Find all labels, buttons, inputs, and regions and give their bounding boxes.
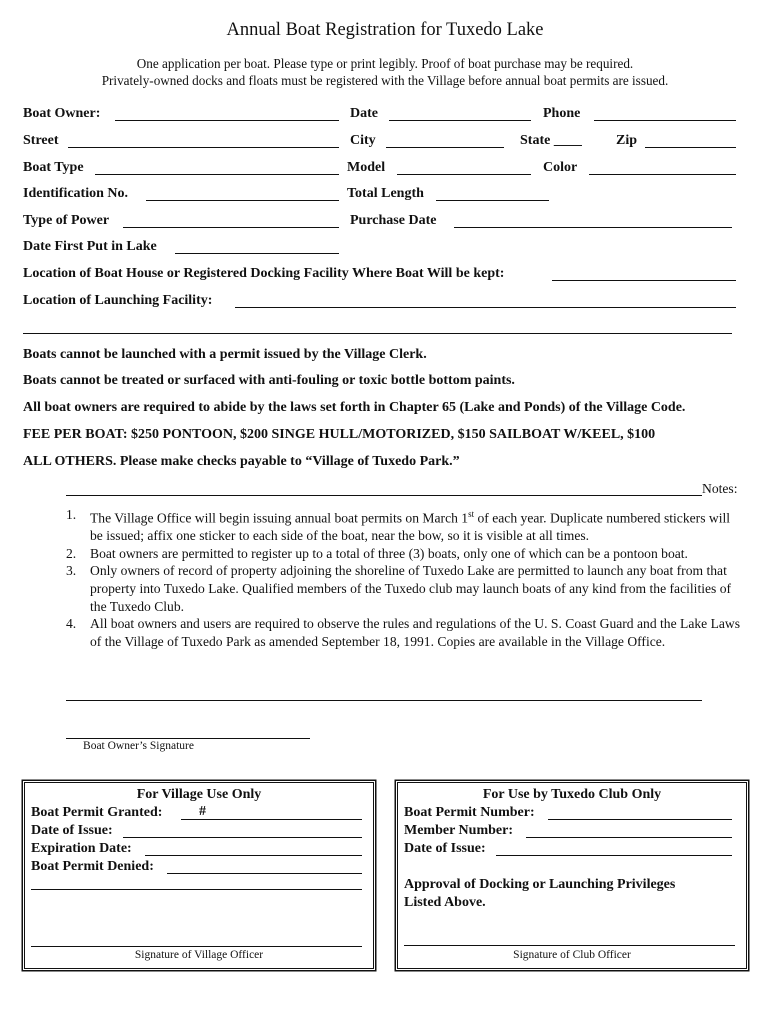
- club-box-heading: For Use by Tuxedo Club Only: [482, 787, 662, 802]
- launching-facility-field[interactable]: [235, 307, 736, 308]
- village-expiration-date-label: Expiration Date:: [31, 841, 132, 856]
- boat-type-label: Boat Type: [23, 160, 84, 175]
- village-date-of-issue-field[interactable]: [123, 837, 362, 838]
- club-use-box: [397, 782, 747, 969]
- launching-facility-label: Location of Launching Facility:: [23, 293, 213, 308]
- page-title: Annual Boat Registration for Tuxedo Lake: [226, 20, 544, 40]
- rule-launch-permit: Boats cannot be launched with a permit issued by the Village Clerk.: [23, 347, 427, 362]
- total-length-field[interactable]: [436, 200, 549, 201]
- village-permit-granted-field[interactable]: [181, 819, 362, 820]
- village-permit-granted-label: Boat Permit Granted:: [31, 805, 163, 820]
- date-label: Date: [350, 106, 378, 121]
- model-field[interactable]: [397, 174, 531, 175]
- village-permit-denied-field[interactable]: [167, 873, 362, 874]
- village-date-of-issue-label: Date of Issue:: [31, 823, 113, 838]
- model-label: Model: [347, 160, 386, 175]
- club-permit-number-field[interactable]: [548, 819, 732, 820]
- village-officer-signature-field[interactable]: [31, 946, 362, 947]
- color-label: Color: [543, 160, 578, 175]
- boat-owner-field[interactable]: [115, 120, 339, 121]
- club-approval-line-2: Listed Above.: [404, 895, 486, 910]
- note-item: 3. Only owners of record of property adjoining the shoreline of Tuxedo Lake are permitted to launch any boat from that property into Tuxedo Lake. Qualified members of the Tuxedo club may launch boats of any kind from the facilities of the Tuxedo Club.: [66, 563, 732, 614]
- date-first-put-field[interactable]: [175, 253, 339, 254]
- village-box-heading: For Village Use Only: [136, 787, 262, 802]
- club-officer-signature-field[interactable]: [404, 945, 735, 946]
- village-permit-denied-label: Boat Permit Denied:: [31, 859, 154, 874]
- village-permit-granted-mark: #: [199, 804, 206, 819]
- fee-schedule-line-2: ALL OTHERS. Please make checks payable to “Village of Tuxedo Park.”: [23, 454, 460, 469]
- village-use-box: [24, 782, 374, 969]
- intro-line-2: Privately-owned docks and floats must be registered with the Village before annual boat permits are issued.: [101, 73, 669, 88]
- notes-extra-line[interactable]: [66, 700, 702, 701]
- club-member-number-field[interactable]: [526, 837, 732, 838]
- state-label[interactable]: State ____: [520, 133, 582, 148]
- zip-field[interactable]: [645, 147, 736, 148]
- phone-field[interactable]: [594, 120, 736, 121]
- phone-label: Phone: [543, 106, 581, 121]
- notes-label: Notes:: [702, 481, 738, 496]
- village-officer-signature-caption: Signature of Village Officer: [134, 949, 264, 961]
- notes-list: [66, 506, 746, 650]
- intro-line-1: One application per boat. Please type or print legibly. Proof of boat purchase may be required.: [136, 56, 634, 71]
- color-field[interactable]: [589, 174, 736, 175]
- identification-no-field[interactable]: [146, 200, 339, 201]
- boat-house-location-field[interactable]: [552, 280, 736, 281]
- type-of-power-label: Type of Power: [23, 213, 110, 228]
- note-item: 4. All boat owners and users are required to observe the rules and regulations of the U. S. Coast Guard and the Lake Laws of the Village of Tuxedo Park as amended September 18, 1991. Copies are available in the Village Office.: [66, 616, 741, 649]
- city-label: City: [350, 133, 376, 148]
- street-field[interactable]: [68, 147, 339, 148]
- club-approval-line-1: Approval of Docking or Launching Privileges: [404, 877, 676, 892]
- fee-schedule-line-1: FEE PER BOAT: $250 PONTOON, $200 SINGE HULL/MOTORIZED, $150 SAILBOAT W/KEEL, $100: [23, 427, 656, 442]
- launching-facility-field-continued[interactable]: [23, 333, 732, 334]
- street-label: Street: [23, 133, 59, 148]
- notes-field[interactable]: [66, 495, 702, 496]
- purchase-date-field[interactable]: [454, 227, 732, 228]
- club-officer-signature-caption: Signature of Club Officer: [513, 949, 631, 961]
- village-permit-denied-field-continued[interactable]: [31, 889, 362, 890]
- club-date-of-issue-label: Date of Issue:: [404, 841, 486, 856]
- date-field[interactable]: [389, 120, 531, 121]
- total-length-label: Total Length: [347, 186, 424, 201]
- date-first-put-label: Date First Put in Lake: [23, 239, 157, 254]
- rule-village-code: All boat owners are required to abide by the laws set forth in Chapter 65 (Lake and Ponds) of the Village Code.: [23, 400, 686, 415]
- city-field[interactable]: [386, 147, 504, 148]
- club-permit-number-label: Boat Permit Number:: [404, 805, 535, 820]
- zip-label: Zip: [616, 133, 638, 148]
- boat-type-field[interactable]: [95, 174, 339, 175]
- club-member-number-label: Member Number:: [404, 823, 513, 838]
- identification-no-label: Identification No.: [23, 186, 128, 201]
- owner-signature-field[interactable]: [66, 738, 310, 739]
- note-item: 1. The Village Office will begin issuing annual boat permits on March 1st of each year. Duplicate numbered stickers will be issued; affix one sticker to each side of the boat, near the bow, so it is visible at all times.: [66, 507, 731, 544]
- rule-antifouling-paint: Boats cannot be treated or surfaced with anti-fouling or toxic bottle bottom paints.: [23, 373, 515, 388]
- club-date-of-issue-field[interactable]: [496, 855, 732, 856]
- boat-owner-label: Boat Owner:: [23, 106, 101, 121]
- village-expiration-date-field[interactable]: [145, 855, 362, 856]
- type-of-power-field[interactable]: [123, 227, 339, 228]
- purchase-date-label: Purchase Date: [350, 213, 437, 228]
- boat-house-location-label: Location of Boat House or Registered Docking Facility Where Boat Will be kept:: [23, 266, 505, 281]
- note-item: 2. Boat owners are permitted to register up to a total of three (3) boats, only one of which can be a pontoon boat.: [66, 545, 688, 561]
- owner-signature-caption: Boat Owner’s Signature: [83, 740, 194, 752]
